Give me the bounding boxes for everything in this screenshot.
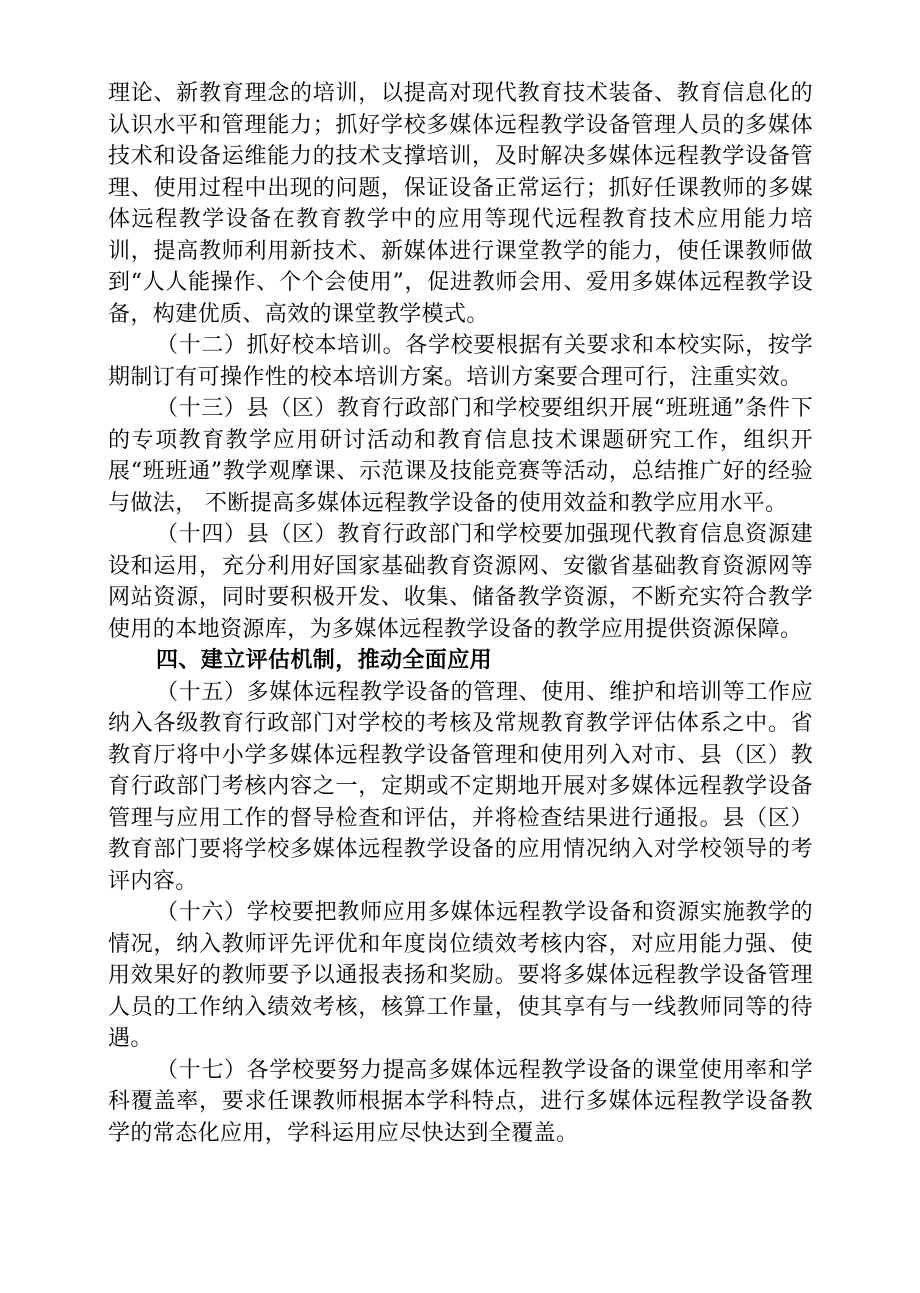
section-heading-4: 四、建立评估机制，推动全面应用 xyxy=(156,647,493,673)
paragraph-16: （十六）学校要把教师应用多媒体远程教学设备和资源实施教学的情况，纳入教师评先评优和年度岗位绩效考核内容，对应用能力强、使用效果好的教师要予以通报表扬和奖励。要将多媒体远程教学设备管理人员的工作纳入绩效考核，核算工作量，使其享有与一线教师同等的待遇。 xyxy=(108,900,813,1051)
paragraph-17: （十七）各学校要努力提高多媒体远程教学设备的课堂使用率和学科覆盖率，要求任课教师根据本学科特点，进行多媒体远程教学设备教学的常态化应用，学科运用应尽快达到全覆盖。 xyxy=(108,1057,813,1146)
paragraph-14: （十四）县（区）教育行政部门和学校要加强现代教育信息资源建设和运用，充分利用好国家基础教育资源网、安徽省基础教育资源网等网站资源，同时要积极开发、收集、储备教学资源，不断充实符合教学使用的本地资源库，为多媒体远程教学设备的教学应用提供资源保障。 xyxy=(108,522,813,642)
paragraph-continued: 理论、新教育理念的培训，以提高对现代教育技术装备、教育信息化的认识水平和管理能力；抓好学校多媒体远程教学设备管理人员的多媒体技术和设备运维能力的技术支撑培训，及时解决多媒体远程教学设备管理、使用过程中出现的问题，保证设备正常运行；抓好任课教师的多媒体远程教学设备在教育教学中的应用等现代远程教育技术应用能力培训，提高教师利用新技术、新媒体进行课堂教学的能力，使任课教师做到“人人能操作、个个会使用”，促进教师会用、爱用多媒体远程教学设备，构建优质、高效的课堂教学模式。 xyxy=(108,81,813,327)
paragraph-15: （十五）多媒体远程教学设备的管理、使用、维护和培训等工作应纳入各级教育行政部门对学校的考核及常规教育教学评估体系之中。省教育厅将中小学多媒体远程教学设备管理和使用列入对市、县（区）教育行政部门考核内容之一，定期或不定期地开展对多媒体远程教学设备管理与应用工作的督导检查和评估，并将检查结果进行通报。县（区）教育部门要将学校多媒体远程教学设备的应用情况纳入对学校领导的考评内容。 xyxy=(108,679,813,894)
paragraph-12: （十二）抓好校本培训。各学校要根据有关要求和本校实际，按学期制订有可操作性的校本培训方案。培训方案要合理可行，注重实效。 xyxy=(108,333,813,390)
paragraph-13: （十三）县（区）教育行政部门和学校要组织开展“班班通”条件下的专项教育教学应用研讨活动和教育信息技术课题研究工作，组织开展“班班通”教学观摩课、示范课及技能竞赛等活动，总结推广好的经验与做法， 不断提高多媒体远程教学设备的使用效益和教学应用水平。 xyxy=(108,396,813,516)
document-page xyxy=(108,78,813,1149)
